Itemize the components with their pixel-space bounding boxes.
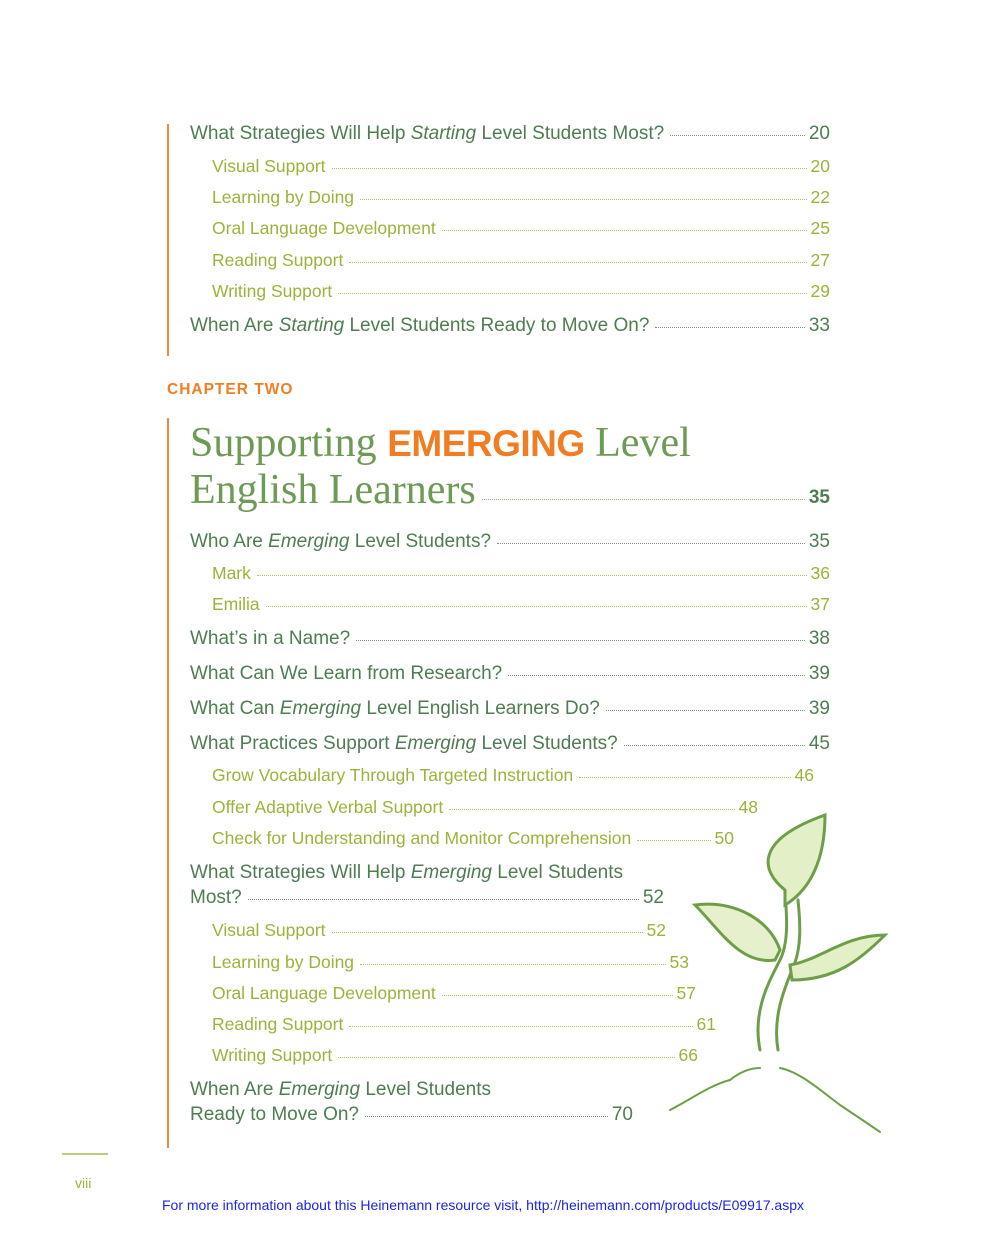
chapter-label: CHAPTER TWO [167,381,294,398]
entry-text: Ready to Move On? [190,1104,359,1125]
toc-entry[interactable] [212,250,830,271]
dot-leader [332,168,807,169]
page-number: 33 [808,315,830,336]
resource-info-link[interactable]: For more information about this Heinemann resource visit, http://heinemann.com/products/E09917.aspx [162,1197,804,1213]
toc-entry-line1[interactable] [190,862,623,884]
entry-text-emphasis: Emerging [279,698,362,719]
toc-entry[interactable] [190,315,830,337]
page-number: 25 [810,218,830,238]
entry-text-emphasis: Starting [278,315,345,336]
entry-text: Most? [190,887,242,908]
page-number: 22 [810,187,830,207]
entry-text-pre: Who Are [190,531,269,552]
entry-text [212,1014,343,1035]
entry-text-pre: Writing Support [212,1045,333,1065]
toc-entry[interactable] [212,828,734,849]
entry-text [212,218,436,239]
toc-entry[interactable] [190,733,830,755]
page-number: 35 [808,487,830,508]
toc-entry[interactable] [190,123,830,145]
dot-leader [349,262,806,263]
entry-text-post: Level Students Most? [476,123,665,144]
entry-text-pre: Visual Support [212,920,326,940]
entry-text-pre: Emilia [212,594,260,614]
entry-text-pre: What Strategies Will Help [190,123,411,144]
dot-leader [360,199,806,200]
toc-entry[interactable] [190,1104,633,1126]
entry-text-pre: Mark [212,563,251,583]
dot-leader [606,710,805,711]
toc-entry[interactable] [212,563,830,584]
toc-entry[interactable] [212,218,830,239]
entry-text-pre: Reading Support [212,250,344,270]
dot-leader [670,135,805,136]
entry-text [212,156,326,177]
page-number: 20 [808,123,830,144]
page-number: 52 [642,887,664,908]
chapter-title-part2: Level [584,420,691,466]
toc-entry[interactable] [212,594,830,615]
dot-leader [442,995,673,996]
dot-leader [332,932,643,933]
entry-text [190,123,664,145]
page-number: 27 [810,250,830,270]
entry-text [190,862,623,884]
dot-leader [579,777,790,778]
entry-text-pre: Oral Language Development [212,983,436,1003]
entry-text-pre: What’s in a Name? [190,628,351,649]
entry-text [190,663,502,685]
entry-text-pre: Reading Support [212,1014,344,1034]
dot-leader [257,575,807,576]
entry-text-post: Level Students [492,862,623,883]
entry-text-pre: What Practices Support [190,733,395,754]
toc-entry[interactable] [212,952,689,973]
toc-entry-chapter-title[interactable] [190,466,830,514]
dot-leader [497,543,805,544]
entry-text-post: Level Students [360,1079,492,1100]
entry-text-emphasis: Emerging [278,1079,361,1100]
toc-entry[interactable] [190,663,830,685]
dot-leader [266,606,807,607]
entry-text [212,828,631,849]
entry-text [212,983,436,1004]
page-number: 48 [738,797,758,817]
entry-text-pre: When Are [190,315,279,336]
entry-text-pre: Learning by Doing [212,952,355,972]
dot-leader [655,327,804,328]
entry-text-post: Level Students? [476,733,618,754]
dot-leader [360,964,665,965]
entry-text [212,952,354,973]
page-number: 61 [696,1014,716,1034]
chapter-title-line2: English Learners [190,467,476,513]
section-rule-1 [167,124,169,356]
page-number: 53 [669,952,689,972]
dot-leader [442,230,807,231]
page-number: 57 [676,983,696,1003]
entry-text [212,765,573,786]
entry-text-emphasis: Starting [410,123,477,144]
entry-text-pre: Oral Language Development [212,218,436,238]
entry-text [212,563,251,584]
toc-entry-line1[interactable] [190,1079,491,1101]
page-number: 52 [646,920,666,940]
toc-entry[interactable] [212,1045,698,1066]
entry-text [212,1045,332,1066]
entry-text-emphasis: Emerging [268,531,350,552]
entry-text-emphasis: Emerging [410,862,493,883]
chapter-title [190,420,691,467]
page-number: 29 [810,281,830,301]
entry-text [190,1079,491,1101]
entry-text [212,281,332,302]
entry-text [190,628,350,650]
toc-entry[interactable] [212,1014,716,1035]
entry-text-emphasis: Emerging [394,733,477,754]
chapter-title-highlight: EMERGING [387,423,585,464]
dot-leader [356,640,805,641]
seedling-illustration [660,810,890,1140]
page-number: 36 [810,563,830,583]
page-number: 37 [810,594,830,614]
toc-entry[interactable] [212,920,666,941]
entry-text [190,733,618,755]
dot-leader [624,745,805,746]
entry-text-pre: When Are [190,1079,279,1100]
toc-entry[interactable] [212,983,696,1004]
entry-text-pre: Visual Support [212,156,326,176]
entry-text-post: Level Students? [349,531,492,552]
entry-text [212,250,343,271]
entry-text [190,315,649,337]
entry-text-pre: What Can We Learn from Research? [190,663,503,684]
entry-text-post: Level Students Ready to Move On? [344,315,650,336]
dot-leader [349,1026,692,1027]
page-number: 66 [678,1045,698,1065]
dot-leader [248,899,639,900]
entry-text [190,531,491,553]
toc-entry[interactable] [212,156,830,177]
entry-text-pre: What Strategies Will Help [190,862,411,883]
entry-text-pre: Check for Understanding and Monitor Comprehension [212,828,632,848]
entry-text-pre: What Can [190,698,280,719]
page-number: 70 [611,1104,633,1125]
footer-rule [62,1153,108,1155]
toc-entry[interactable] [190,887,664,909]
dot-leader [338,1057,674,1058]
dot-leader [508,675,805,676]
entry-text [212,797,443,818]
dot-leader [338,293,806,294]
entry-text [212,594,260,615]
page-number: 50 [714,828,734,848]
toc-entry[interactable] [212,281,830,302]
page-number: 39 [808,698,830,719]
entry-text [190,698,600,720]
page-number: 46 [794,765,814,785]
entry-text-pre: Grow Vocabulary Through Targeted Instruction [212,765,574,785]
entry-text-pre: Offer Adaptive Verbal Support [212,797,444,817]
page-folio: viii [75,1175,92,1191]
toc-entry[interactable] [190,698,830,720]
entry-text [212,920,326,941]
entry-text [212,187,354,208]
page-number: 35 [808,531,830,552]
page-number: 45 [808,733,830,754]
toc-entry[interactable] [190,531,830,553]
entry-text-post: Level English Learners Do? [361,698,600,719]
page-number: 38 [808,628,830,649]
chapter-title-part1: Supporting [190,420,388,466]
dot-leader [482,499,805,500]
toc-entry[interactable] [212,187,830,208]
section-rule-2 [167,418,169,1148]
page-number: 39 [808,663,830,684]
toc-entry[interactable] [190,628,830,650]
toc-entry[interactable] [212,765,814,786]
entry-text-pre: Learning by Doing [212,187,355,207]
dot-leader [365,1116,608,1117]
entry-text-pre: Writing Support [212,281,333,301]
page-number: 20 [810,156,830,176]
